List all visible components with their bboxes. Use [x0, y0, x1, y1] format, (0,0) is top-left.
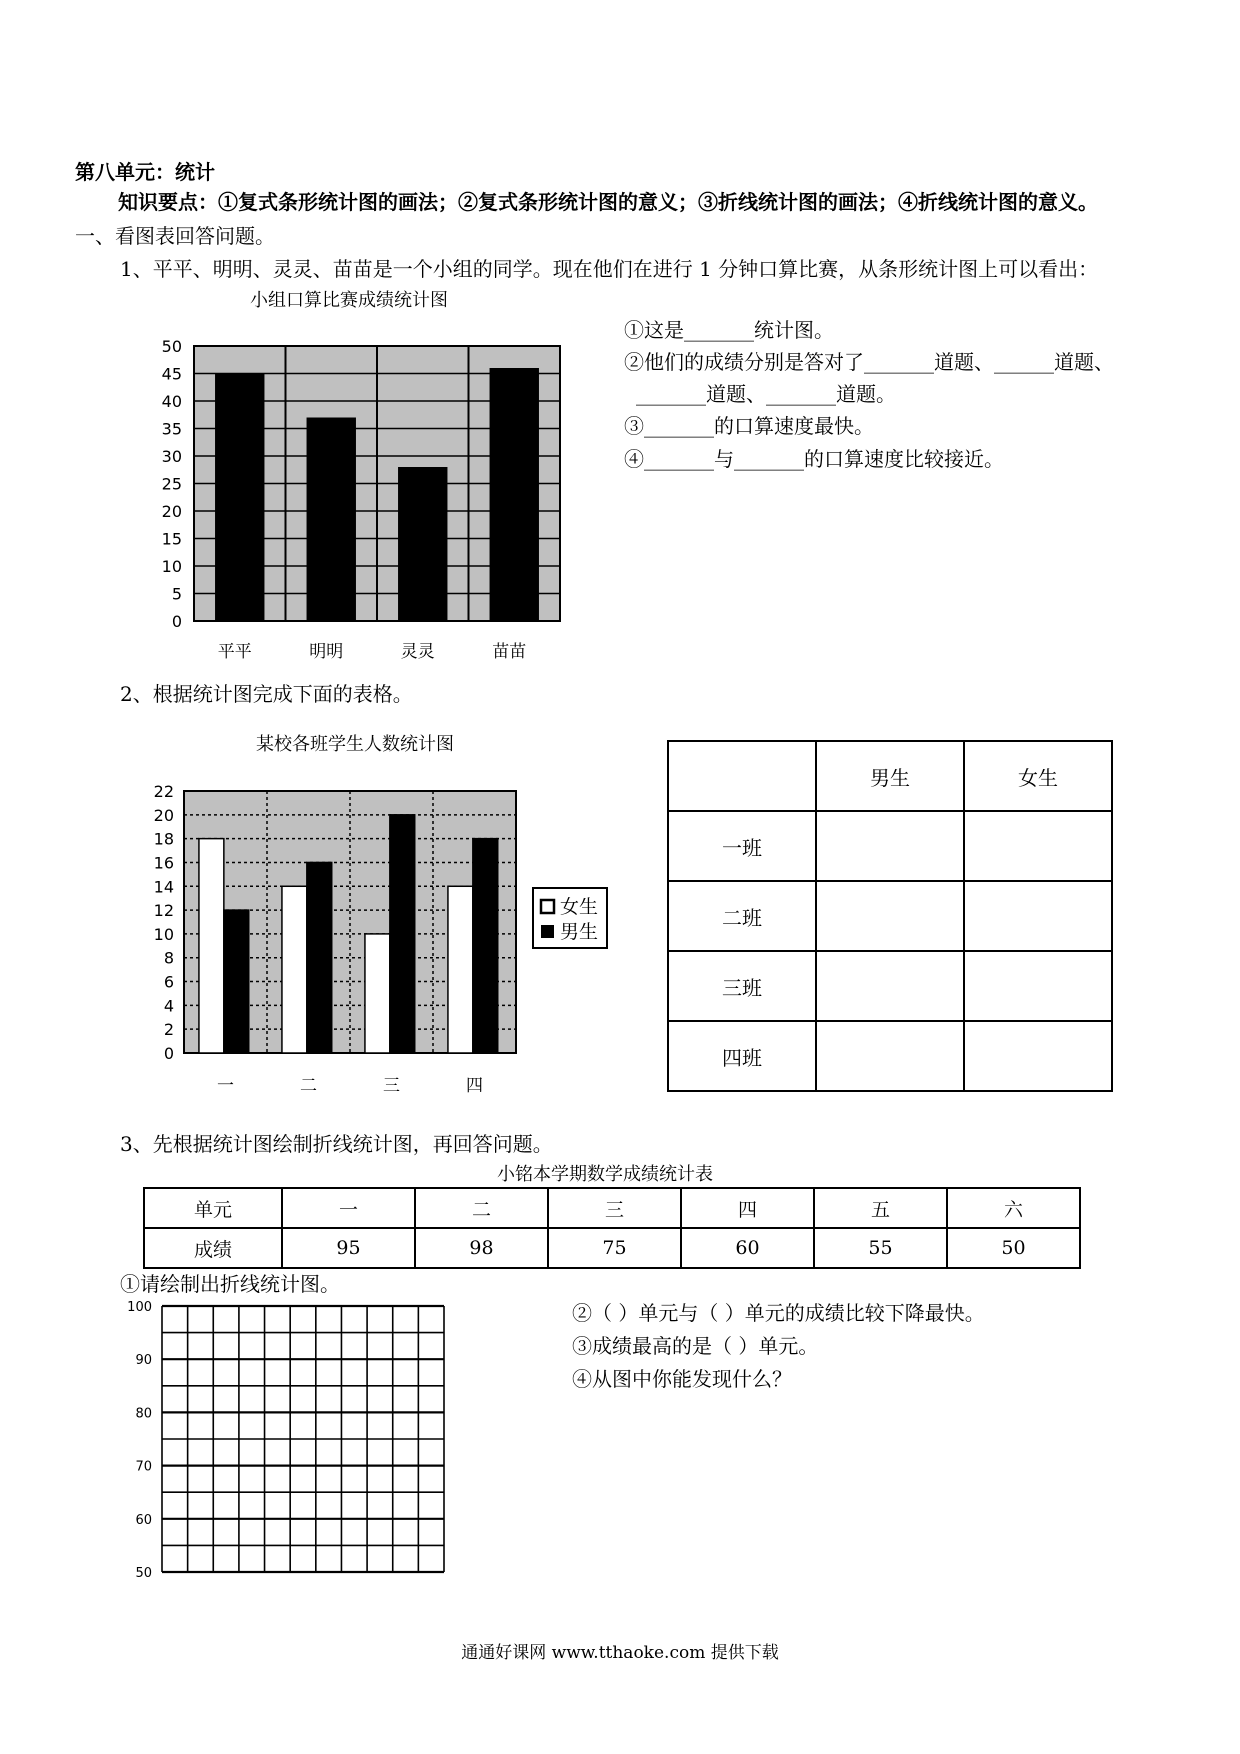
- y-tick-label: 8: [163, 948, 174, 968]
- y-tick-label: 60: [135, 1512, 152, 1528]
- y-tick-label: 90: [135, 1353, 152, 1369]
- answer-cell[interactable]: [816, 811, 964, 881]
- bar-girls: [448, 886, 473, 1053]
- y-tick-label: 40: [161, 392, 182, 411]
- q3-answer-4: ④从图中你能发现什么？: [572, 1367, 792, 1391]
- q2-answer-table: [667, 740, 1113, 1092]
- q3-draw-prompt: ①请绘制出折线统计图。: [120, 1272, 340, 1296]
- legend-boys-label: 男生: [560, 921, 599, 943]
- chart1-bar-chart: [140, 335, 570, 670]
- table-row: [668, 1021, 1112, 1091]
- q3-answer-2: ②（ ）单元与（ ）单元的成绩比较下降最快。: [572, 1301, 985, 1325]
- grid-y-ticks: [127, 1300, 152, 1581]
- y-tick-label: 0: [163, 1044, 174, 1063]
- bar-boys: [473, 839, 498, 1053]
- footer-credit: 通通好课网 www.tthaoke.com 提供下载: [461, 1643, 779, 1663]
- bar: [307, 418, 356, 622]
- answer-cell[interactable]: [816, 951, 964, 1021]
- x-tick-label: 一: [217, 1076, 234, 1096]
- unit-cell: 五: [814, 1188, 947, 1228]
- y-tick-label: 50: [161, 337, 182, 356]
- y-tick-label: 70: [135, 1459, 152, 1475]
- score-cell: 75: [548, 1228, 681, 1268]
- q3-table-title: 小铭本学期数学成绩统计表: [497, 1164, 713, 1185]
- legend-girls-swatch: [541, 900, 554, 913]
- y-tick-label: 18: [153, 829, 174, 849]
- x-tick-label: 明明: [309, 642, 344, 662]
- row-label-score: 成绩: [144, 1228, 282, 1268]
- answer-cell[interactable]: [964, 881, 1112, 951]
- x-tick-label: 苗苗: [492, 642, 527, 662]
- y-tick-label: 22: [153, 782, 174, 801]
- table-corner-cell: [668, 741, 816, 811]
- y-tick-label: 0: [171, 612, 182, 631]
- header-girls: 女生: [964, 741, 1112, 811]
- table-row: [668, 951, 1112, 1021]
- key-points: 知识要点：①复式条形统计图的画法；②复式条形统计图的意义；③折线统计图的画法；④折线统计图的意义。: [118, 190, 1098, 214]
- answer-cell[interactable]: [964, 1021, 1112, 1091]
- chart2-title: 某校各班学生人数统计图: [256, 734, 454, 755]
- legend-girls-label: 女生: [560, 896, 599, 918]
- y-tick-label: 10: [161, 557, 182, 576]
- x-tick-label: 平平: [217, 642, 252, 662]
- q1-answer-4: ④_______与_______的口算速度比较接近。: [624, 447, 1004, 471]
- chart2-x-ticks: [217, 1076, 483, 1096]
- q1-answer-3: ③_______的口算速度最快。: [624, 414, 874, 438]
- y-tick-label: 15: [161, 529, 182, 549]
- legend-boys-swatch: [541, 925, 554, 938]
- row-label: 一班: [668, 811, 816, 881]
- bar-girls: [365, 934, 390, 1053]
- bar-boys: [390, 815, 415, 1053]
- y-tick-label: 35: [161, 419, 182, 439]
- q2-stem: 2、根据统计图完成下面的表格。: [120, 682, 413, 706]
- q1-answer-1: ①这是_______统计图。: [624, 318, 834, 342]
- header-boys: 男生: [816, 741, 964, 811]
- unit-cell: 一: [282, 1188, 415, 1228]
- table-row: [144, 1188, 1080, 1228]
- bar: [490, 368, 539, 621]
- y-tick-label: 10: [153, 924, 174, 944]
- y-tick-label: 45: [161, 364, 182, 384]
- bar: [398, 467, 447, 621]
- chart2-legend: [533, 888, 607, 948]
- blank-line-chart-grid[interactable]: [118, 1296, 458, 1586]
- score-cell: 98: [415, 1228, 548, 1268]
- table-row: [144, 1228, 1080, 1268]
- q1-answer-2b: _______道题、_______道题。: [636, 382, 896, 406]
- y-tick-label: 12: [153, 901, 174, 921]
- unit-cell: 四: [681, 1188, 814, 1228]
- score-cell: 55: [814, 1228, 947, 1268]
- x-tick-label: 三: [383, 1076, 400, 1096]
- y-tick-label: 25: [161, 474, 182, 494]
- score-cell: 50: [947, 1228, 1080, 1268]
- chart2-grouped-bar-chart: [120, 778, 620, 1113]
- unit-cell: 三: [548, 1188, 681, 1228]
- answer-cell[interactable]: [816, 881, 964, 951]
- table-row: [668, 881, 1112, 951]
- y-tick-label: 5: [171, 584, 182, 604]
- y-tick-label: 6: [163, 972, 174, 992]
- x-tick-label: 四: [466, 1076, 483, 1096]
- chart2-y-ticks: [154, 782, 174, 1063]
- bar-girls: [282, 886, 307, 1053]
- y-tick-label: 16: [153, 853, 174, 873]
- row-label-unit: 单元: [144, 1188, 282, 1228]
- q3-stem: 3、先根据统计图绘制折线统计图，再回答问题。: [120, 1132, 553, 1156]
- y-tick-label: 20: [161, 502, 182, 521]
- drawing-grid: [162, 1306, 444, 1572]
- q1-answer-2: ②他们的成绩分别是答对了_______道题、______道题、: [624, 350, 1114, 374]
- x-tick-label: 灵灵: [400, 642, 435, 662]
- y-tick-label: 20: [153, 805, 174, 825]
- chart1-x-ticks: [218, 642, 527, 662]
- unit-cell: 二: [415, 1188, 548, 1228]
- bar: [215, 374, 264, 622]
- row-label: 四班: [668, 1021, 816, 1091]
- y-tick-label: 14: [153, 877, 174, 897]
- y-tick-label: 4: [163, 996, 174, 1016]
- y-tick-label: 50: [135, 1566, 152, 1581]
- x-tick-label: 二: [300, 1076, 317, 1096]
- y-tick-label: 30: [161, 447, 182, 466]
- unit-cell: 六: [947, 1188, 1080, 1228]
- q1-stem: 1、平平、明明、灵灵、苗苗是一个小组的同学。现在他们在进行 1 分钟口算比赛，从条形统计图上可以看出：: [120, 257, 1099, 281]
- chart1-y-ticks: [162, 337, 182, 631]
- score-cell: 95: [282, 1228, 415, 1268]
- y-tick-label: 80: [135, 1406, 152, 1422]
- unit-title: 第八单元：统计: [75, 160, 215, 184]
- bar-girls: [199, 839, 224, 1053]
- section-heading: 一、看图表回答问题。: [75, 224, 275, 248]
- table-row: [668, 811, 1112, 881]
- answer-cell[interactable]: [964, 951, 1112, 1021]
- y-tick-label: 100: [127, 1300, 152, 1315]
- bar-boys: [224, 910, 249, 1053]
- chart1-title: 小组口算比赛成绩统计图: [250, 290, 448, 311]
- bar-boys: [307, 862, 332, 1053]
- row-label: 二班: [668, 881, 816, 951]
- row-label: 三班: [668, 951, 816, 1021]
- answer-cell[interactable]: [816, 1021, 964, 1091]
- answer-cell[interactable]: [964, 811, 1112, 881]
- table-header-row: [668, 741, 1112, 811]
- score-cell: 60: [681, 1228, 814, 1268]
- q3-score-table: [143, 1187, 1081, 1269]
- q3-answer-3: ③成绩最高的是（ ）单元。: [572, 1334, 819, 1358]
- y-tick-label: 2: [163, 1020, 174, 1040]
